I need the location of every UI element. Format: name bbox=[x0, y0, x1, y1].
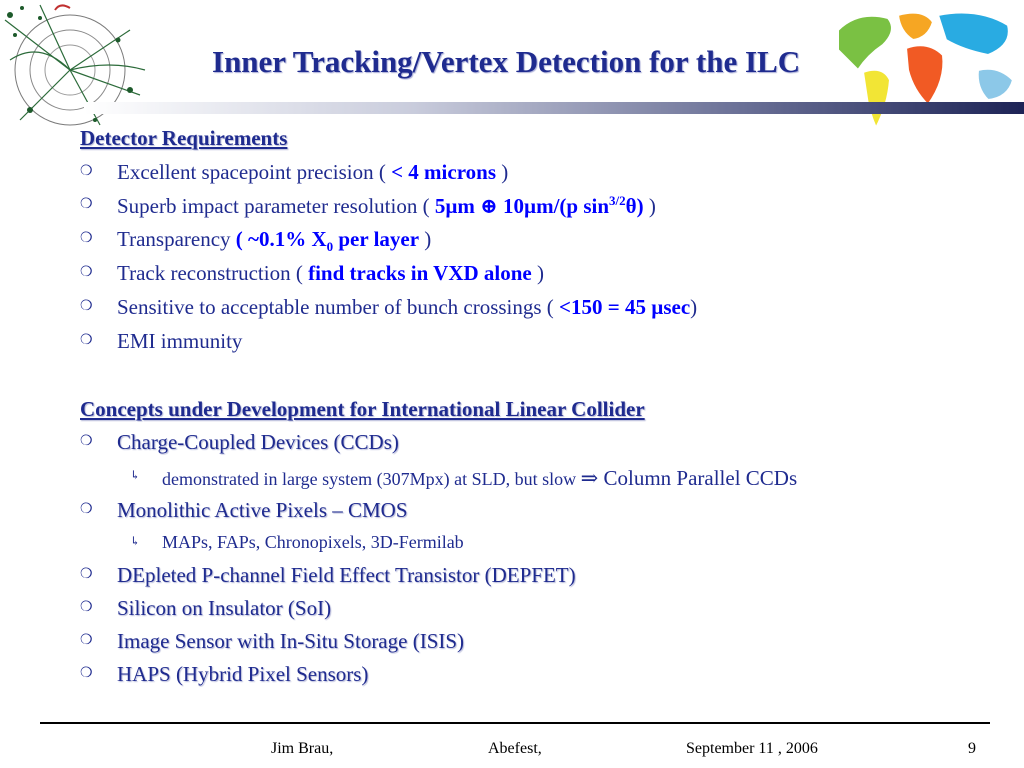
footer-divider bbox=[40, 722, 990, 724]
bullet-icon: ❍ bbox=[80, 231, 93, 246]
bullet-icon: ❍ bbox=[80, 164, 93, 179]
bullet-icon: ❍ bbox=[80, 502, 93, 517]
footer-author: Jim Brau, bbox=[271, 740, 334, 757]
implies-arrow-icon: ⇒ bbox=[580, 466, 599, 490]
bullet-icon: ❍ bbox=[80, 299, 93, 314]
slide-title: Inner Tracking/Vertex Detection for the ILC bbox=[212, 44, 801, 79]
sub-bullet-arrow-icon: ↳ bbox=[130, 534, 141, 548]
section-heading-requirements: Detector Requirements bbox=[80, 126, 288, 150]
bullet-icon: ❍ bbox=[80, 197, 93, 212]
sub-bullet-arrow-icon: ↳ bbox=[130, 468, 141, 482]
footer-date: September 11 , 2006 bbox=[686, 740, 818, 757]
title-divider-bar bbox=[84, 102, 1024, 114]
bullet-icon: ❍ bbox=[80, 633, 93, 648]
bullet-icon: ❍ bbox=[80, 567, 93, 582]
section-heading-concepts: Concepts under Development for International Linear Collider bbox=[80, 397, 645, 421]
bullet-icon: ❍ bbox=[80, 265, 93, 280]
page-number: 9 bbox=[968, 740, 976, 757]
bullet-icon: ❍ bbox=[80, 333, 93, 348]
bullet-icon: ❍ bbox=[80, 434, 93, 449]
bullet-icon: ❍ bbox=[80, 666, 93, 681]
footer-event: Abefest, bbox=[488, 740, 542, 757]
bullet-icon: ❍ bbox=[80, 600, 93, 615]
